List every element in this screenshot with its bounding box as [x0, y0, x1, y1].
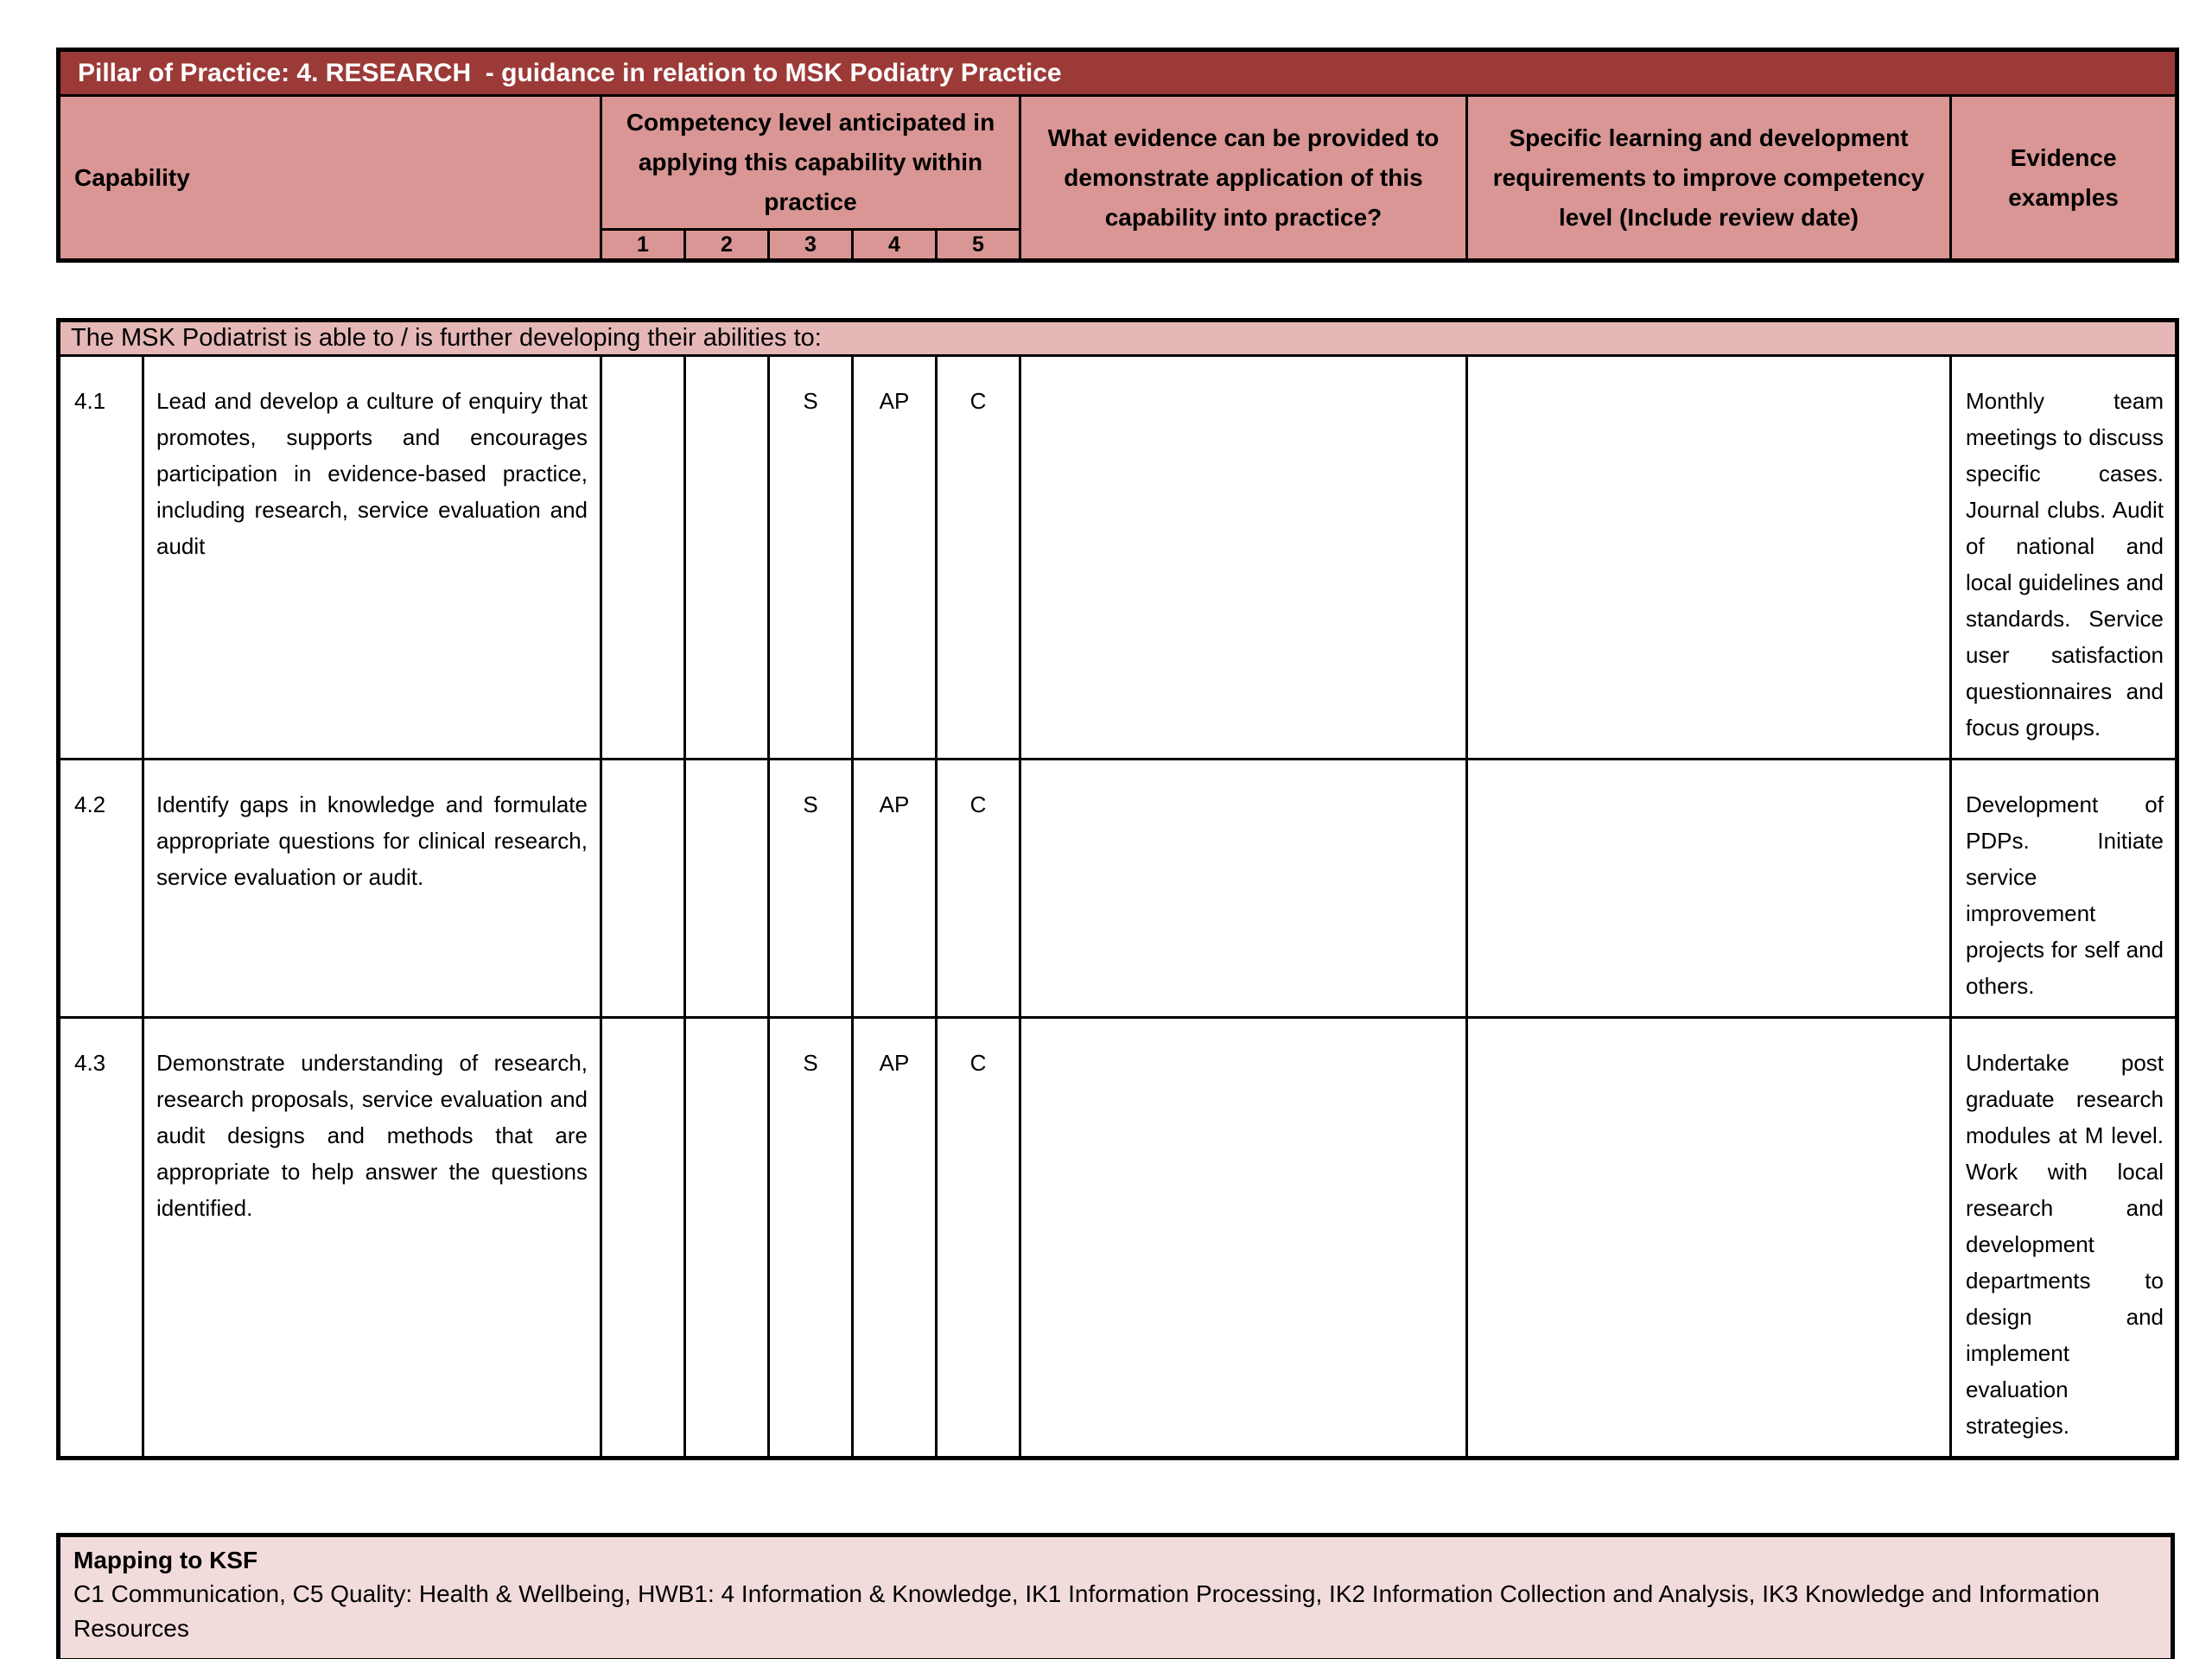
learning-requirements-cell — [1467, 1018, 1951, 1459]
evidence-provided-cell — [1020, 760, 1467, 1018]
level-2-cell — [685, 356, 769, 760]
evidence-examples-cell: Undertake post graduate research modules at M level. Work with local research and development departments to design and implement evaluation strategies. — [1951, 1018, 2177, 1459]
level-3-cell: S — [769, 356, 853, 760]
col-header-evidence-examples: Evidence examples — [1951, 96, 2177, 261]
document-page — [0, 48, 2212, 1659]
capability-table — [56, 318, 2179, 1460]
capability-text: Lead and develop a culture of enquiry that promotes, supports and encourages participation in evidence-based practice, including research, service evaluation and audit — [143, 356, 601, 760]
learning-requirements-cell — [1467, 356, 1951, 760]
capability-id: 4.3 — [59, 1018, 143, 1459]
col-header-evidence-question: What evidence can be provided to demonstrate application of this capability into practice? — [1020, 96, 1467, 261]
level-header-4: 4 — [853, 230, 937, 261]
col-header-capability: Capability — [59, 96, 601, 261]
learning-requirements-cell — [1467, 760, 1951, 1018]
level-header-3: 3 — [769, 230, 853, 261]
level-1-cell — [601, 760, 685, 1018]
capability-text: Demonstrate understanding of research, research proposals, service evaluation and audit designs and methods that are appropriate to help answer the questions identified. — [143, 1018, 601, 1459]
level-header-1: 1 — [601, 230, 685, 261]
col-header-learning-requirements: Specific learning and development requirements to improve competency level (Include review date) — [1467, 96, 1951, 261]
evidence-provided-cell — [1020, 1018, 1467, 1459]
level-1-cell — [601, 356, 685, 760]
level-3-cell: S — [769, 1018, 853, 1459]
evidence-examples-cell: Monthly team meetings to discuss specific cases. Journal clubs. Audit of national and local guidelines and standards. Service user satisfaction questionnaires and focus groups. — [1951, 356, 2177, 760]
capability-id: 4.2 — [59, 760, 143, 1018]
level-5-cell: C — [937, 1018, 1020, 1459]
page-title: Pillar of Practice: 4. RESEARCH - guidance in relation to MSK Podiatry Practice — [59, 50, 2177, 96]
level-3-cell: S — [769, 760, 853, 1018]
level-header-5: 5 — [937, 230, 1020, 261]
evidence-provided-cell — [1020, 356, 1467, 760]
level-5-cell: C — [937, 760, 1020, 1018]
ksf-mapping-heading: Mapping to KSF — [73, 1547, 258, 1573]
level-1-cell — [601, 1018, 685, 1459]
level-2-cell — [685, 760, 769, 1018]
level-2-cell — [685, 1018, 769, 1459]
level-4-cell: AP — [853, 356, 937, 760]
table-row — [59, 760, 2177, 1018]
evidence-examples-cell: Development of PDPs. Initiate service improvement projects for self and others. — [1951, 760, 2177, 1018]
level-4-cell: AP — [853, 760, 937, 1018]
capability-id: 4.1 — [59, 356, 143, 760]
level-4-cell: AP — [853, 1018, 937, 1459]
table-row — [59, 356, 2177, 760]
section-subheader: The MSK Podiatrist is able to / is further developing their abilities to: — [59, 321, 2177, 356]
capability-text: Identify gaps in knowledge and formulate appropriate questions for clinical research, service evaluation or audit. — [143, 760, 601, 1018]
level-header-2: 2 — [685, 230, 769, 261]
table-row — [59, 1018, 2177, 1459]
ksf-mapping-text: C1 Communication, C5 Quality: Health & Wellbeing, HWB1: 4 Information & Knowledge, IK1 Information Processing, IK2 Information Collection and Analysis, IK3 Knowledge and Information Resources — [73, 1580, 2100, 1642]
level-5-cell: C — [937, 356, 1020, 760]
ksf-mapping-box — [56, 1533, 2175, 1659]
header-table — [56, 48, 2179, 263]
col-header-competency-level: Competency level anticipated in applying this capability within practice — [601, 96, 1020, 230]
